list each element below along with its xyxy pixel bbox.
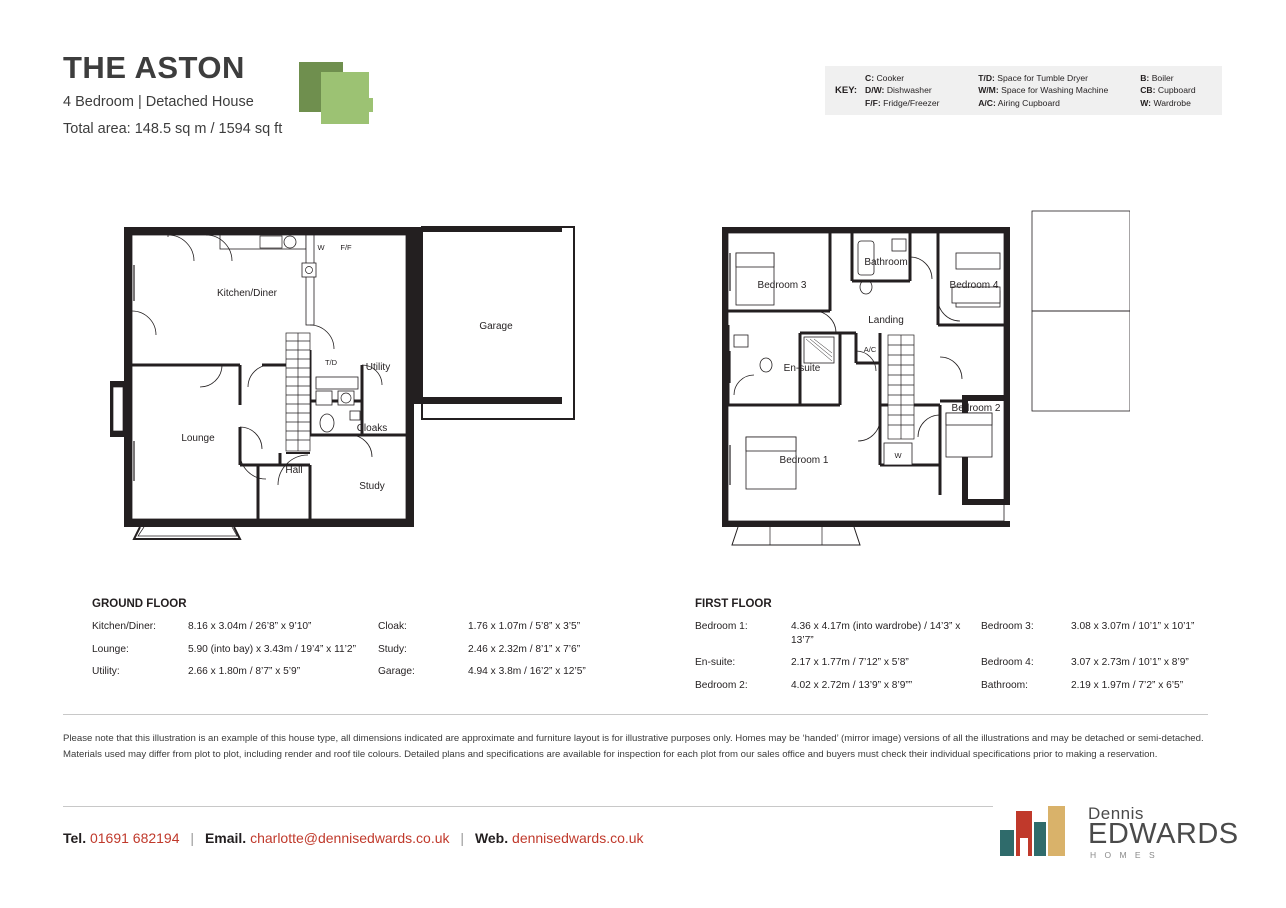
key-abbr: C: bbox=[865, 72, 875, 83]
room-label-garage: Garage bbox=[479, 321, 513, 332]
room-label-landing: Landing bbox=[868, 315, 904, 326]
contact-footer bbox=[63, 830, 644, 846]
first-floor-heading: FIRST FLOOR bbox=[695, 598, 772, 610]
divider-top bbox=[63, 714, 1208, 715]
key-text: Dishwasher bbox=[886, 85, 932, 96]
schedule-value: 5.90 (into bay) x 3.43m / 19’4” x 11’2” bbox=[188, 643, 356, 655]
appliance-tag-ff: F/F bbox=[340, 243, 352, 252]
schedule-label: Study: bbox=[378, 643, 407, 655]
key-text: Wardrobe bbox=[1153, 97, 1191, 108]
schedule-value: 3.07 x 2.73m / 10’1” x 8’9” bbox=[1071, 657, 1189, 669]
schedule-label: Bedroom 2: bbox=[695, 679, 748, 691]
page-title: THE ASTON bbox=[63, 50, 245, 85]
title-block bbox=[63, 52, 483, 137]
logo-line-3: H O M E S bbox=[1090, 850, 1158, 860]
schedule-row bbox=[92, 643, 658, 666]
key-abbr: D/W: bbox=[865, 85, 885, 96]
divider-bottom bbox=[63, 806, 993, 807]
schedule-label: Bedroom 3: bbox=[981, 621, 1034, 632]
key-abbr: CB: bbox=[1140, 85, 1156, 96]
room-label-bedroom-4: Bedroom 4 bbox=[949, 280, 999, 291]
key-abbr: F/F: bbox=[865, 97, 881, 108]
web-label: Web. bbox=[474, 830, 509, 846]
house-shape-logo-icon bbox=[299, 62, 381, 126]
key-abbr: W: bbox=[1140, 97, 1152, 108]
room-label-bedroom-1: Bedroom 1 bbox=[779, 455, 829, 466]
schedule-label: Cloak: bbox=[378, 621, 407, 632]
appliance-tag-wardrobe: W bbox=[894, 451, 902, 460]
room-label-en-suite: En-suite bbox=[783, 363, 821, 374]
company-logo[interactable] bbox=[1000, 802, 1239, 862]
tel-label: Tel. bbox=[63, 830, 87, 846]
room-label-hall: Hall bbox=[285, 465, 303, 476]
key-abbr: T/D: bbox=[978, 72, 995, 83]
schedule-value: 2.19 x 1.97m / 7’2” x 6’5” bbox=[1071, 679, 1184, 691]
schedule-value: 1.76 x 1.07m / 5’8” x 3’5” bbox=[468, 621, 581, 632]
appliance-tag-td: T/D bbox=[324, 358, 338, 367]
schedule-label: Lounge: bbox=[92, 643, 129, 655]
room-label-bathroom: Bathroom bbox=[864, 257, 908, 268]
footer-separator-2: | bbox=[460, 830, 465, 846]
schedule-row bbox=[695, 656, 1261, 679]
room-label-bedroom-2: Bedroom 2 bbox=[951, 403, 1001, 414]
key-column-3 bbox=[1140, 72, 1222, 109]
schedule-label: Bedroom 1: bbox=[695, 621, 748, 632]
schedule-value: 4.94 x 3.8m / 16’2” x 12’5” bbox=[468, 666, 586, 678]
key-abbr: B: bbox=[1140, 72, 1150, 83]
tel-value[interactable]: 01691 682194 bbox=[89, 830, 180, 846]
first-floor-plan bbox=[710, 205, 1130, 550]
total-area: Total area: 148.5 sq m / 1594 sq ft bbox=[63, 120, 283, 137]
email-label: Email. bbox=[204, 830, 247, 846]
footer-separator-1: | bbox=[190, 830, 195, 846]
appliance-tag-w: W bbox=[317, 243, 325, 252]
schedule-label: Bathroom: bbox=[981, 679, 1028, 691]
schedule-value: 4.36 x 4.17m (into wardrobe) / 14’3” x 13’7” bbox=[791, 621, 961, 646]
key-legend bbox=[825, 66, 1222, 115]
key-label: KEY: bbox=[835, 85, 857, 96]
key-text: Space for Tumble Dryer bbox=[997, 72, 1089, 83]
schedule-value: 8.16 x 3.04m / 26’8” x 9’10” bbox=[188, 621, 312, 632]
key-text: Fridge/Freezer bbox=[883, 97, 940, 108]
email-value[interactable]: charlotte@dennisedwards.co.uk bbox=[250, 830, 450, 846]
key-text: Cooker bbox=[876, 72, 905, 83]
house-subtitle: 4 Bedroom | Detached House bbox=[63, 93, 254, 110]
schedule-value: 3.08 x 3.07m / 10’1” x 10’1” bbox=[1071, 621, 1195, 632]
key-abbr: A/C: bbox=[978, 97, 996, 108]
first-floor-schedule bbox=[695, 620, 1261, 701]
ground-floor-schedule bbox=[92, 620, 658, 688]
room-label-bedroom-3: Bedroom 3 bbox=[757, 280, 807, 291]
logo-line-1: Dennis bbox=[1088, 804, 1144, 823]
logo-line-2: EDWARDS bbox=[1088, 818, 1239, 850]
ground-floor-plan bbox=[110, 205, 590, 550]
schedule-label: Bedroom 4: bbox=[981, 657, 1034, 669]
key-column-2 bbox=[978, 72, 1140, 109]
room-label-cloaks: Cloaks bbox=[356, 423, 388, 434]
key-column-1 bbox=[865, 72, 978, 109]
schedule-value: 4.02 x 2.72m / 13’9” x 8’9”” bbox=[791, 679, 913, 691]
room-label-utility: Utility bbox=[365, 362, 391, 373]
schedule-label: Kitchen/Diner: bbox=[92, 621, 156, 632]
web-value[interactable]: dennisedwards.co.uk bbox=[512, 830, 644, 846]
schedule-row bbox=[695, 679, 1261, 702]
schedule-row bbox=[92, 665, 658, 688]
key-text: Space for Washing Machine bbox=[1001, 85, 1109, 96]
disclaimer-text: Please note that this illustration is an example of this house type, all dimensions indicated are approximate and furniture layout is for illustrative purposes only. Homes may be ‘handed’ (mirror image) versions of all the illustrations and may be detached or semi-detached. Materials used may differ from plot to plot, including render and roof tile colours. Detailed plans and specifications are available for inspection for each plot from our sales office and buyers must check their individual specifications prior to making a reservation. bbox=[63, 733, 1204, 760]
schedule-label: Garage: bbox=[378, 666, 415, 678]
schedule-value: 2.46 x 2.32m / 8’1” x 7’6” bbox=[468, 643, 581, 655]
schedule-row bbox=[92, 620, 658, 643]
key-text: Cupboard bbox=[1157, 85, 1196, 96]
key-abbr: W/M: bbox=[978, 85, 999, 96]
schedule-value: 2.17 x 1.77m / 7’12” x 5’8” bbox=[791, 657, 909, 669]
key-text: Boiler bbox=[1151, 72, 1174, 83]
schedule-label: En-suite: bbox=[695, 657, 736, 669]
room-label-kitchen-diner: Kitchen/Diner bbox=[216, 288, 278, 299]
logo-bars-icon bbox=[1000, 806, 1078, 856]
room-label-lounge: Lounge bbox=[181, 433, 215, 444]
key-text: Airing Cupboard bbox=[997, 97, 1060, 108]
schedule-value: 2.66 x 1.80m / 8’7” x 5’9” bbox=[188, 666, 301, 678]
room-label-study: Study bbox=[359, 481, 385, 492]
ground-floor-heading: GROUND FLOOR bbox=[92, 598, 187, 610]
schedule-label: Utility: bbox=[92, 666, 120, 678]
appliance-tag-ac: A/C bbox=[863, 345, 877, 354]
schedule-row bbox=[695, 620, 1261, 656]
